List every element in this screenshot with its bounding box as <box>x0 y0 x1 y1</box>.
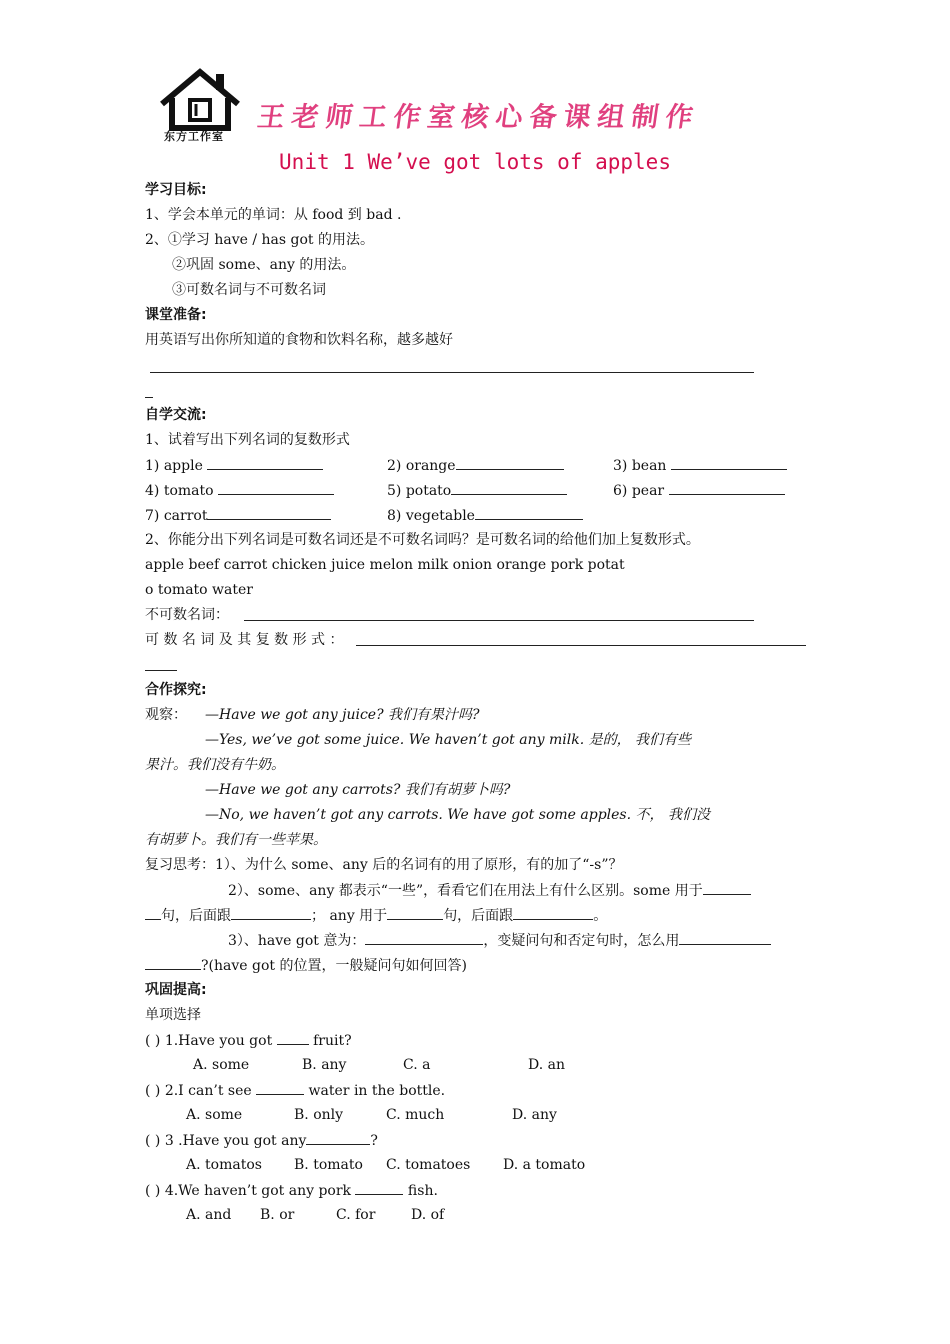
plural-item-orange: 2) orange <box>387 455 564 476</box>
plural-item-apple: 1) apple <box>145 455 323 476</box>
dialog-line: 果汁。我们没有牛奶。 <box>145 757 285 773</box>
preparation-heading: 课堂准备: <box>145 307 207 323</box>
option-d[interactable]: D. a tomato <box>503 1157 586 1173</box>
self-study-heading: 自学交流: <box>145 407 207 423</box>
blank[interactable] <box>451 480 567 495</box>
blank[interactable] <box>387 905 443 920</box>
option-c[interactable]: C. tomatoes <box>386 1157 471 1173</box>
plural-item-potato: 5) potato <box>387 480 567 501</box>
blank[interactable] <box>703 880 751 895</box>
plural-item-carrot: 7) carrot <box>145 505 331 526</box>
blank[interactable] <box>671 455 787 470</box>
blank[interactable] <box>218 480 334 495</box>
objective-item: 1、学会本单元的单词：从 food 到 bad . <box>145 207 402 223</box>
word-list: apple beef carrot chicken juice melon milk onion orange pork potat <box>145 557 625 573</box>
objective-item: ③可数名词与不可数名词 <box>172 282 326 298</box>
dialog-line: 有胡萝卜。我们有一些苹果。 <box>145 832 327 848</box>
dialog-line: —Yes, we’ve got some juice. We haven’t got any milk. 是的， 我们有些 <box>205 732 692 748</box>
review-question-2: 2）、some、any 都表示“一些”，看看它们在用法上有什么区别。some 用于 <box>228 880 751 901</box>
plural-item-pear: 6) pear <box>613 480 785 501</box>
plural-item-tomato: 4) tomato <box>145 480 334 501</box>
consolidation-heading: 巩固提高: <box>145 982 207 998</box>
blank[interactable] <box>256 1080 304 1095</box>
logo <box>158 68 242 144</box>
question-3: ( ) 3 .Have you got any ? <box>145 1130 378 1151</box>
option-b[interactable]: B. only <box>294 1107 344 1123</box>
option-d[interactable]: D. of <box>411 1207 445 1223</box>
review-question-1: 复习思考：1）、为什么 some、any 后的名词有的用了原形，有的加了“-s”？ <box>145 857 623 873</box>
option-c[interactable]: C. for <box>336 1207 376 1223</box>
question-2: ( ) 2.I can’t see water in the bottle. <box>145 1080 445 1101</box>
task-1: 1、试着写出下列名词的复数形式 <box>145 432 350 448</box>
dialog-line: —No, we haven’t got any carrots. We have got some apples. 不， 我们没 <box>205 807 710 823</box>
word-list: o tomato water <box>145 582 253 598</box>
review-question-3: 3）、have got 意为： ，变疑问句和否定句时，怎么用 <box>228 930 771 951</box>
preparation-prompt: 用英语写出你所知道的食物和饮料名称，越多越好 <box>145 332 453 348</box>
question-4: ( ) 4.We haven’t got any pork fish. <box>145 1180 438 1201</box>
option-d[interactable]: D. an <box>528 1057 565 1073</box>
page-title: Unit 1 We’ve got lots of apples <box>279 150 671 174</box>
answer-line[interactable] <box>244 620 754 621</box>
uncountable-label: 不可数名词： <box>145 607 229 623</box>
review-question-3-cont: ?(have got 的位置，一般疑问句如何回答) <box>145 955 467 976</box>
option-a[interactable]: A. some <box>193 1057 250 1073</box>
blank[interactable] <box>365 930 483 945</box>
answer-line[interactable] <box>145 397 153 398</box>
blank[interactable] <box>277 1030 309 1045</box>
cooperation-heading: 合作探究: <box>145 682 207 698</box>
studio-banner: 王老师工作室核心备课组制作 <box>255 102 702 133</box>
blank[interactable] <box>207 455 323 470</box>
observe-label: 观察： <box>145 707 187 723</box>
logo-caption: 东方工作室 <box>164 130 224 143</box>
task-2: 2、你能分出下列名词是可数名词还是不可数名词吗？是可数名词的给他们加上复数形式。 <box>145 532 700 548</box>
plural-item-bean: 3) bean <box>613 455 787 476</box>
blank[interactable] <box>669 480 785 495</box>
blank[interactable] <box>145 955 201 970</box>
option-d[interactable]: D. any <box>512 1107 557 1123</box>
blank[interactable] <box>679 930 771 945</box>
answer-line[interactable] <box>150 372 754 373</box>
blank[interactable] <box>475 505 583 520</box>
blank[interactable] <box>513 905 593 920</box>
objectives-heading: 学习目标: <box>145 182 207 198</box>
blank[interactable] <box>207 505 331 520</box>
question-1: ( ) 1.Have you got fruit? <box>145 1030 352 1051</box>
blank[interactable] <box>355 1180 403 1195</box>
blank[interactable] <box>231 905 311 920</box>
review-question-2-cont: 句，后面跟 ； any 用于 句，后面跟 。 <box>145 905 607 926</box>
option-a[interactable]: A. and <box>186 1207 232 1223</box>
objective-item: 2、①学习 have / has got 的用法。 <box>145 232 374 248</box>
option-b[interactable]: B. any <box>302 1057 347 1073</box>
option-c[interactable]: C. much <box>386 1107 445 1123</box>
blank[interactable] <box>145 905 161 920</box>
objective-item: ②巩固 some、any 的用法。 <box>172 257 356 273</box>
blank[interactable] <box>306 1130 370 1145</box>
countable-label: 可 数 名 词 及 其 复 数 形 式 ： <box>145 632 344 648</box>
answer-line[interactable] <box>145 670 177 671</box>
option-a[interactable]: A. some <box>186 1107 243 1123</box>
answer-line[interactable] <box>356 645 806 646</box>
option-b[interactable]: B. or <box>260 1207 295 1223</box>
option-c[interactable]: C. a <box>403 1057 431 1073</box>
option-a[interactable]: A. tomatos <box>186 1157 262 1173</box>
dialog-line: —Have we got any carrots? 我们有胡萝卜吗? <box>205 782 511 798</box>
blank[interactable] <box>456 455 564 470</box>
dialog-line: —Have we got any juice? 我们有果汁吗? <box>205 707 480 723</box>
plural-item-vegetable: 8) vegetable <box>387 505 583 526</box>
option-b[interactable]: B. tomato <box>294 1157 363 1173</box>
section-subtitle: 单项选择 <box>145 1007 201 1023</box>
